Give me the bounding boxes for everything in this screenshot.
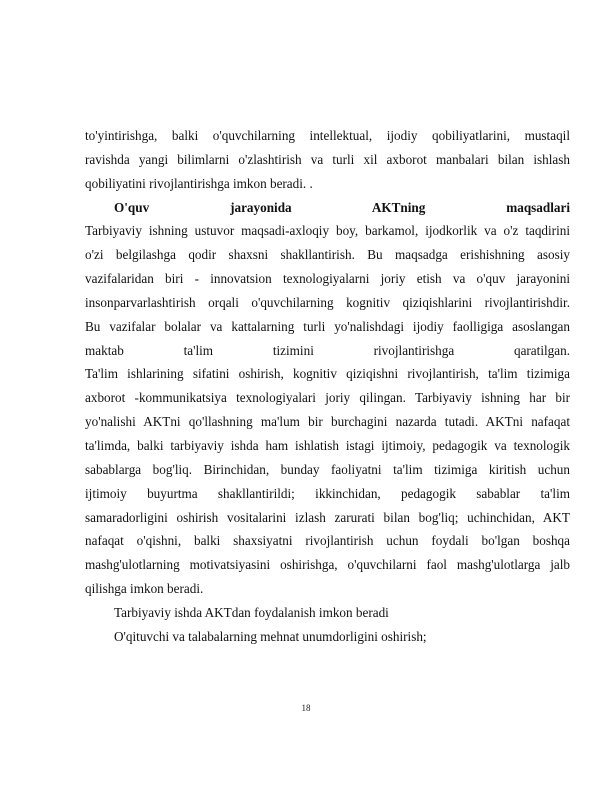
text-line: to'yintirishga, balki o'quvchilarning intellektual, ijodiy qobiliyatlarini, mustaqil: [85, 128, 570, 143]
text-line: nafaqat o'qishni, balki shaxsiyatni rivojlantirish uchun foydali bo'lgan boshqa: [85, 533, 570, 549]
text-line: ravishda yangi bilimlarni o'zlashtirish va turli xil axborot manbalari bilan ishlash: [85, 151, 570, 167]
text-line: mashg'ulotlarning motivatsiyasini oshirishga, o'quvchilarni faol mashg'ulotlarga jalb: [85, 557, 570, 573]
text-line: insonparvarlashtirish orqali o'quvchilarning kognitiv qiziqishlarini rivojlantirishdir.: [85, 294, 570, 310]
text-line: axborot -kommunikatsiya texnologiyalari joriy qilingan. Tarbiyaviy ishning har bir: [85, 390, 570, 406]
text-line: samaradorligini oshirish vositalarini izlash zarurati bilan bog'liq; uchinchidan, AKT: [85, 509, 570, 525]
list-item: Tarbiyaviy ishda AKTdan foydalanish imkon beradi: [114, 604, 389, 620]
text-line: Bu vazifalar bolalar va kattalarning turli yo'nalishdagi ijodiy faolligiga asoslangan: [85, 318, 570, 334]
text-line: vazifalaridan biri - innovatsion texnologiyalarni joriy etish va o'quv jarayonini: [85, 271, 570, 287]
text-line: qilishga imkon beradi.: [85, 581, 204, 597]
text-line: Tarbiyaviy ishning ustuvor maqsadi-axloqiy boy, barkamol, ijodkorlik va o'z taqdirini: [85, 223, 570, 239]
text-line: sabablarga bog'liq. Birinchidan, bunday faoliyatni ta'lim tizimiga kiritish uchun: [85, 461, 570, 477]
text-line: o'zi belgilashga qodir shaxsni shakllantirish. Bu maqsadga erishishning asosiy: [85, 247, 570, 263]
text-line: Ta'lim ishlarining sifatini oshirish, kognitiv qiziqishni rivojlantirish, ta'lim tizimiga: [85, 366, 570, 382]
text-line: qobiliyatini rivojlantirishga imkon beradi. .: [85, 175, 313, 191]
body-text: [85, 124, 570, 649]
text-line: ta'limda, balki tarbiyaviy ishda ham ishlatish istagi ijtimoiy, pedagogik va texnologik: [85, 437, 570, 453]
text-line: maktab ta'lim tizimini rivojlantirishga qaratilgan.: [85, 342, 570, 358]
text-line: ijtimoiy buyurtma shakllantirildi; ikkinchidan, pedagogik sabablar ta'lim: [85, 485, 570, 501]
list-item: O'qituvchi va talabalarning mehnat unumdorligini oshirish;: [114, 628, 427, 644]
section-heading: O'quv jarayonida AKTning maqsadlari: [114, 199, 570, 215]
page-number: 18: [301, 703, 311, 713]
text-line: yo'nalishi AKTni qo'llashning ma'lum bir burchagini nazarda tutadi. AKTni nafaqat: [85, 414, 570, 430]
